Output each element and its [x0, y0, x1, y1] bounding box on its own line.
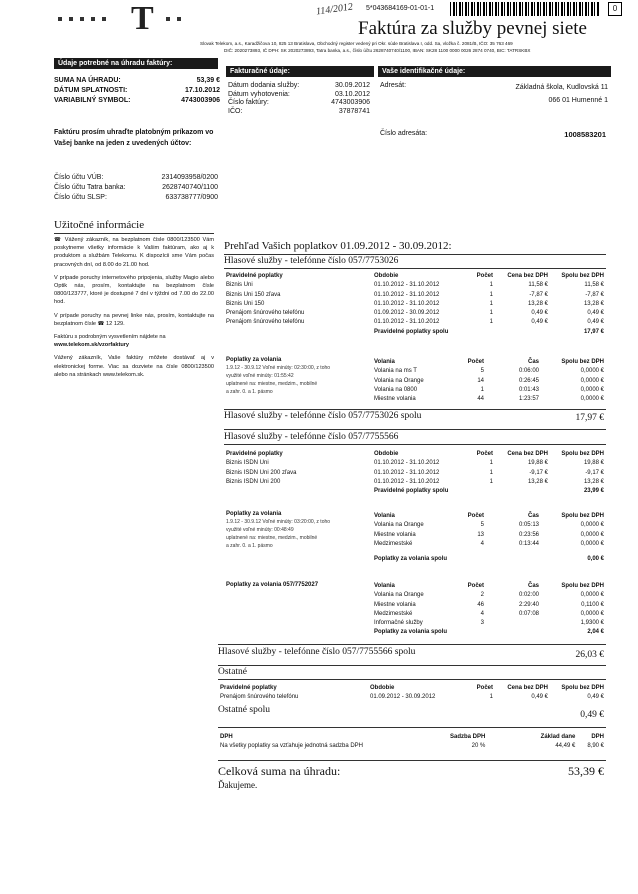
vat-top-divider — [218, 727, 606, 728]
regular-fees-sum-label: Pravidelné poplatky spolu — [374, 328, 449, 335]
col-header: Počet — [467, 513, 484, 519]
tatra-label: Číslo účtu Tatra banka: — [54, 184, 126, 191]
vat-amount-header: DPH — [591, 734, 604, 740]
cell: 1 — [489, 291, 493, 298]
table-row — [220, 742, 604, 751]
vat-table — [220, 733, 604, 752]
calls2-sum: 2,04 € — [587, 629, 604, 636]
sec2-calls2-table — [374, 582, 604, 638]
cell: Volania na ms T — [374, 368, 417, 375]
cell: 0,1100 € — [581, 601, 604, 608]
cell: 1 — [489, 478, 493, 485]
cell: 13,28 € — [583, 300, 604, 307]
table-row — [226, 469, 604, 478]
cell: Biznis ISDN Uni — [226, 460, 269, 467]
other-title: Ostatné — [218, 667, 248, 677]
col-header: Spolu bez DPH — [561, 513, 604, 519]
cell: 3 — [480, 620, 484, 627]
cell: -7,87 € — [529, 291, 548, 298]
calls-note: 1.9.12 - 30.9.12 Voľné minúty: 02:30:00, z toho — [226, 365, 331, 371]
table-row — [226, 478, 604, 487]
sec1-total-label: Hlasové služby - telefónne číslo 057/7753026 spolu — [224, 411, 422, 421]
sec1-calls-table — [374, 358, 604, 404]
table-row — [374, 521, 604, 530]
company-info-line2: DIČ: 2020273893, IČ DPH: SK 2020273893, Tatra banka, a.s., číslo účtu 2628740740/1100, IBAN: SK28 1100 0000 0026 2874 0740, BIC: TATRSKBX — [224, 48, 531, 53]
cell: 1 — [489, 282, 493, 289]
col-header: Cena bez DPH — [507, 273, 548, 279]
calls-note: uplatnené na: miestne, medzim., mobilné — [226, 381, 318, 387]
cell: 4 — [480, 540, 484, 547]
cell: Biznis ISDN Uni 200 — [226, 478, 281, 485]
sec2-total-label: Hlasové služby - telefónne číslo 057/7755566 spolu — [218, 647, 416, 657]
cell: 1,9300 € — [580, 620, 604, 627]
cell: 0,0000 € — [580, 377, 604, 384]
table-row — [374, 619, 604, 628]
payment-header: Údaje potrebné na úhradu faktúry: — [54, 58, 218, 69]
delivery-date-label: Dátum dodania služby: — [228, 82, 300, 89]
col-header: Spolu bez DPH — [561, 273, 604, 279]
cell: Miestne volania — [374, 396, 416, 403]
useful-info-title: Užitočné informácie — [54, 219, 145, 231]
vat-label: DPH — [220, 734, 233, 740]
sec2-calls-notes — [226, 510, 366, 550]
cell: 11,58 € — [528, 282, 548, 289]
cell: 46 — [477, 601, 484, 608]
table-row — [374, 591, 604, 600]
calls-note: využité voľné minúty: 00:48:49 — [226, 527, 294, 533]
table-row — [374, 540, 604, 549]
col-header: Spolu bez DPH — [561, 583, 604, 589]
calls-note: využité voľné minúty: 01:55:42 — [226, 373, 294, 379]
col-header: Volania — [374, 583, 395, 589]
cell: 0,49 € — [531, 319, 548, 326]
overview-title: Prehľad Vašich poplatkov 01.09.2012 - 30.09.2012: — [224, 240, 452, 252]
info-paragraph-3: V prípade poruchy na pevnej linke nás, prosím, kontaktujte na bezplatnom čísle ☎ 12 129. — [54, 312, 214, 327]
col-header: Cena bez DPH — [507, 451, 548, 457]
cell: Volania na Orange — [374, 592, 424, 599]
cell: 5 — [480, 522, 484, 529]
slsp-value: 633738777/0900 — [165, 194, 218, 201]
cell: -9,17 € — [529, 469, 548, 476]
cell: Biznis Uni — [226, 282, 253, 289]
cell: -7,87 € — [585, 291, 604, 298]
col-header: Počet — [476, 685, 493, 691]
telekom-logo: T — [131, 0, 154, 37]
invoice-number-value: 4743003906 — [331, 99, 370, 106]
table-row — [226, 291, 604, 300]
col-header: Obdobie — [374, 273, 399, 279]
col-header: Volania — [374, 513, 395, 519]
cell: 0,0000 € — [580, 592, 604, 599]
cell: Medzimestské — [374, 540, 413, 547]
info-paragraph-2: V prípade poruchy internetového pripojenia, služby Magio alebo Optik nás, prosím, kontaktujte na bezplatnom čísle 0800/123777, ktoré je dostupné 7 dní v týždni od 7.00 do 22.00 hod. — [54, 274, 214, 306]
cell: 1 — [489, 460, 493, 467]
cell: 0:07:08 — [518, 610, 539, 617]
cell: 0:01:43 — [518, 386, 539, 393]
cell: 01.10.2012 - 31.10.2012 — [374, 291, 440, 298]
document-number: 5*043684169-01-01-1 — [366, 5, 435, 12]
sample-invoice-link[interactable]: www.telekom.sk/vzorfaktury — [54, 342, 130, 349]
col-header: Pravidelné poplatky — [226, 273, 283, 279]
cell: 11,58 € — [584, 282, 604, 289]
cell: 01.10.2012 - 31.10.2012 — [374, 300, 440, 307]
vat-rate: 20 % — [471, 743, 486, 750]
vat-rate-header: Sadzba DPH — [450, 734, 486, 740]
cell: Prenájom šnúrového telefónu — [220, 694, 299, 701]
cell: 13,28 € — [583, 478, 604, 485]
vat-base-header: Základ dane — [540, 734, 576, 740]
addressee-number-value: 1008583201 — [564, 130, 606, 139]
cell: 0,49 € — [531, 310, 548, 317]
vat-amount: 8,90 € — [587, 743, 604, 750]
cell: 0,0000 € — [580, 386, 604, 393]
col-header: Volania — [374, 359, 395, 365]
cell: 13,28 € — [527, 478, 548, 485]
ico-label: IČO: — [228, 107, 243, 115]
table-row — [226, 281, 604, 290]
tatra-value: 2628740740/1100 — [162, 184, 218, 191]
col-header: Spolu bez DPH — [561, 451, 604, 457]
invoice-title: Faktúra za služby pevnej siete — [358, 18, 587, 39]
cell: 13,28 € — [527, 300, 548, 307]
cell: 13 — [477, 531, 484, 538]
grand-total-divider — [218, 760, 606, 761]
calls-note: a zahr. 0. a 1. pásmo — [226, 389, 273, 395]
calls-note: 1.9.12 - 30.9.12 Voľné minúty: 03:20:00, z toho — [226, 519, 331, 525]
other-total-value: 0,49 € — [580, 710, 604, 720]
table-row — [374, 531, 604, 540]
table-row — [374, 610, 604, 619]
address-line1: Základná škola, Kudlovská 11 — [515, 84, 608, 91]
cell: Volania na Orange — [374, 377, 424, 384]
vub-value: 2314093958/0200 — [161, 174, 218, 181]
cell: 1 — [489, 300, 493, 307]
cell: 19,88 € — [527, 460, 548, 467]
calls-fees-header: Poplatky za volania — [226, 357, 282, 363]
col-header: Počet — [476, 451, 493, 457]
payment-details — [54, 77, 220, 107]
other-total-label: Ostatné spolu — [218, 705, 270, 715]
cell: 1 — [480, 386, 484, 393]
useful-info-divider — [54, 233, 214, 234]
regular-fees-sum-label: Pravidelné poplatky spolu — [374, 488, 449, 495]
address-line2: 066 01 Humenné 1 — [548, 97, 608, 104]
table-row — [226, 300, 604, 309]
issue-date-label: Dátum vyhotovenia: — [228, 90, 290, 98]
cell: 1 — [489, 310, 493, 317]
table-row — [374, 386, 604, 395]
col-header: Počet — [476, 273, 493, 279]
addressee-number-label: Číslo adresáta: — [380, 130, 428, 137]
cell: 0,0000 € — [580, 540, 604, 547]
cell: 1 — [489, 319, 493, 326]
cell: 01.10.2012 - 31.10.2012 — [374, 319, 440, 326]
overview-divider — [224, 254, 606, 255]
cell: 0,0000 € — [580, 531, 604, 538]
cell: 1 — [489, 469, 493, 476]
table-row — [226, 459, 604, 468]
cell: 0,49 € — [587, 319, 604, 326]
issue-date-value: 03.10.2012 — [334, 90, 370, 98]
barcode — [450, 2, 600, 16]
cell: Miestne volania — [374, 601, 416, 608]
calls-note: uplatnené na: miestne, medzim., mobilné — [226, 535, 318, 541]
cell: 0:05:13 — [518, 522, 539, 529]
sec1-title: Hlasové služby - telefónne číslo 057/7753026 — [224, 256, 399, 266]
sec2-top-divider — [224, 429, 606, 430]
cell: 0,0000 € — [580, 368, 604, 375]
table-row — [220, 693, 604, 702]
vat-description: Na všetky poplatky sa vzťahuje jednotná sadzba DPH — [220, 743, 363, 750]
sec2-calls-table — [374, 512, 604, 564]
col-header: Spolu bez DPH — [561, 359, 604, 365]
cell: Prenájom šnúrového telefónu — [226, 319, 305, 326]
cell: Biznis ISDN Uni 200 zľava — [226, 469, 297, 476]
due-date-label: DÁTUM SPLATNOSTI: — [54, 87, 128, 94]
other-divider — [218, 679, 606, 680]
cell: 0:02:00 — [518, 592, 539, 599]
ident-header: Vaše identifikačné údaje: — [378, 66, 611, 77]
col-header: Obdobie — [370, 685, 395, 691]
cell: 0,0000 € — [580, 396, 604, 403]
col-header: Čas — [527, 583, 539, 589]
ico-value: 37878741 — [338, 107, 370, 115]
cell: Biznis Uni 150 — [226, 300, 265, 307]
slsp-label: Číslo účtu SLSP: — [54, 194, 107, 201]
logo-dots-left — [58, 17, 106, 21]
table-row — [226, 318, 604, 327]
calls-fees-header: Poplatky za volania — [226, 511, 282, 517]
calls-sum: 0,00 € — [587, 556, 604, 563]
delivery-date-value: 30.09.2012 — [334, 82, 370, 89]
sec2-regular-fees-table — [226, 450, 604, 496]
cell: 0,49 € — [587, 694, 604, 701]
info-paragraph-5: Vážený zákazník, Vaše faktúry môžete dostávať aj v elektronickej forme. Viac sa dozviete na čísle 0800/123500 alebo na stránkach www.telekom.sk. — [54, 355, 214, 378]
sec1-total-divider — [224, 409, 606, 410]
cell: 0:23:56 — [518, 531, 539, 538]
cell: 4 — [480, 610, 484, 617]
cell: 01.10.2012 - 31.10.2012 — [374, 460, 440, 467]
col-header: Počet — [467, 583, 484, 589]
due-date-value: 17.10.2012 — [184, 87, 220, 94]
table-row — [226, 309, 604, 318]
cell: 01.10.2012 - 31.10.2012 — [374, 478, 440, 485]
payment-note: Faktúru prosím uhraďte platobným príkazom vo Vašej banke na jeden z uvedených účtov: — [54, 129, 214, 147]
grand-total-label: Celková suma na úhradu: — [218, 764, 341, 778]
cell: 0,49 € — [587, 310, 604, 317]
info-paragraph-4: Faktúru s podrobným vysvetlením nájdete na — [54, 334, 166, 341]
table-row — [374, 367, 604, 376]
cell: Informačné služby — [374, 620, 423, 627]
invoice-details — [228, 82, 370, 116]
payment-amount-value: 53,39 € — [196, 77, 220, 84]
vub-label: Číslo účtu VÚB: — [54, 174, 104, 181]
cell: 14 — [477, 377, 484, 384]
table-row — [374, 377, 604, 386]
sec1-regular-fees-table — [226, 272, 604, 337]
calls-sum-label: Poplatky za volania spolu — [374, 556, 448, 563]
bank-accounts — [54, 174, 218, 204]
invoice-details-header: Fakturačné údaje: — [226, 66, 374, 77]
col-header: Spolu bez DPH — [561, 685, 604, 691]
cell: 1:23:57 — [518, 396, 539, 403]
cell: Medzimestské — [374, 610, 413, 617]
col-header: Pravidelné poplatky — [220, 685, 277, 691]
other-top-divider — [218, 665, 606, 666]
cell: Biznis Uni 150 zľava — [226, 291, 281, 298]
cell: 2:29:40 — [518, 601, 539, 608]
handwritten-note: 114/2012 — [315, 1, 354, 18]
col-header: Pravidelné poplatky — [226, 451, 283, 457]
logo-dots-right — [166, 17, 181, 21]
sec2-calls2-header: Poplatky za volania 057/7752027 — [226, 582, 319, 588]
cell: 1 — [489, 694, 493, 701]
col-header: Počet — [467, 359, 484, 365]
sec2-divider — [224, 444, 606, 445]
info-paragraph-1: ☎ Vážený zákazník, na bezplatnom čísle 0800/123500 Vám poskytneme všetky informácie k Vašim faktúram, ako aj k produktom a službám Telekomu. K dispozícii sme Vám počas pracovných dní, od 8.00 do 21.00 hod. — [54, 237, 214, 268]
variable-symbol-value: 4743003906 — [181, 97, 220, 104]
cell: 44 — [477, 396, 484, 403]
company-info-line1: Slovak Telekom, a.s., Karadžičova 10, 825 13 Bratislava, Obchodný register vedený pri Okr. súde Bratislava I, odd. Sa, vložka č. 2081/B, IČO: 35 763 469 — [200, 41, 513, 46]
cell — [484, 619, 539, 628]
cell: 01.09.2012 - 30.09.2012 — [374, 310, 440, 317]
cell: 5 — [480, 368, 484, 375]
sec2-total-divider — [218, 644, 606, 645]
vat-base: 44,49 € — [555, 743, 576, 750]
thanks-text: Ďakujeme. — [218, 780, 258, 790]
table-row — [374, 395, 604, 404]
col-header: Obdobie — [374, 451, 399, 457]
sec1-calls-notes — [226, 356, 366, 396]
sec2-total-value: 26,03 € — [575, 650, 604, 660]
cell: 0,0000 € — [580, 522, 604, 529]
table-row — [374, 601, 604, 610]
cell: 0:06:00 — [518, 368, 539, 375]
cell: Volania na 0800 — [374, 386, 418, 393]
col-header: Cena bez DPH — [507, 685, 548, 691]
invoice-number-label: Číslo faktúry: — [228, 99, 269, 106]
cell: Volania na Orange — [374, 522, 424, 529]
col-header: Čas — [527, 513, 539, 519]
cell: Miestne volania — [374, 531, 416, 538]
cell: 19,88 € — [583, 460, 604, 467]
grand-total-value: 53,39 € — [568, 764, 604, 778]
sec1-divider — [224, 268, 606, 269]
cell: Prenájom šnúrového telefónu — [226, 310, 305, 317]
sec1-total-value: 17,97 € — [575, 413, 604, 423]
regular-fees-sum: 17,97 € — [583, 328, 604, 335]
cell: 0,49 € — [531, 694, 548, 701]
addressee-label: Adresát: — [380, 82, 407, 89]
cell: 0:13:44 — [518, 540, 539, 547]
payment-amount-label: SUMA NA ÚHRADU: — [54, 77, 121, 84]
other-table — [220, 684, 604, 703]
cell: 0:26:45 — [518, 377, 539, 384]
cell: 01.10.2012 - 31.10.2012 — [374, 469, 440, 476]
cell: -9,17 € — [585, 469, 604, 476]
useful-info-text — [54, 236, 214, 379]
calls-note: a zahr. 0. a 1. pásmo — [226, 543, 273, 549]
sec2-title: Hlasové služby - telefónne číslo 057/7755566 — [224, 432, 399, 442]
cell: 0,0000 € — [580, 610, 604, 617]
cell: 2 — [480, 592, 484, 599]
cell: 01.10.2012 - 31.10.2012 — [374, 282, 440, 289]
regular-fees-sum: 23,99 € — [583, 488, 604, 495]
calls2-sum-label: Poplatky za volania spolu — [374, 629, 448, 636]
col-header: Čas — [527, 359, 539, 365]
variable-symbol-label: VARIABILNÝ SYMBOL: — [54, 97, 131, 104]
page-box: 0 — [608, 2, 622, 16]
cell: 01.09.2012 - 30.09.2012 — [370, 694, 436, 701]
